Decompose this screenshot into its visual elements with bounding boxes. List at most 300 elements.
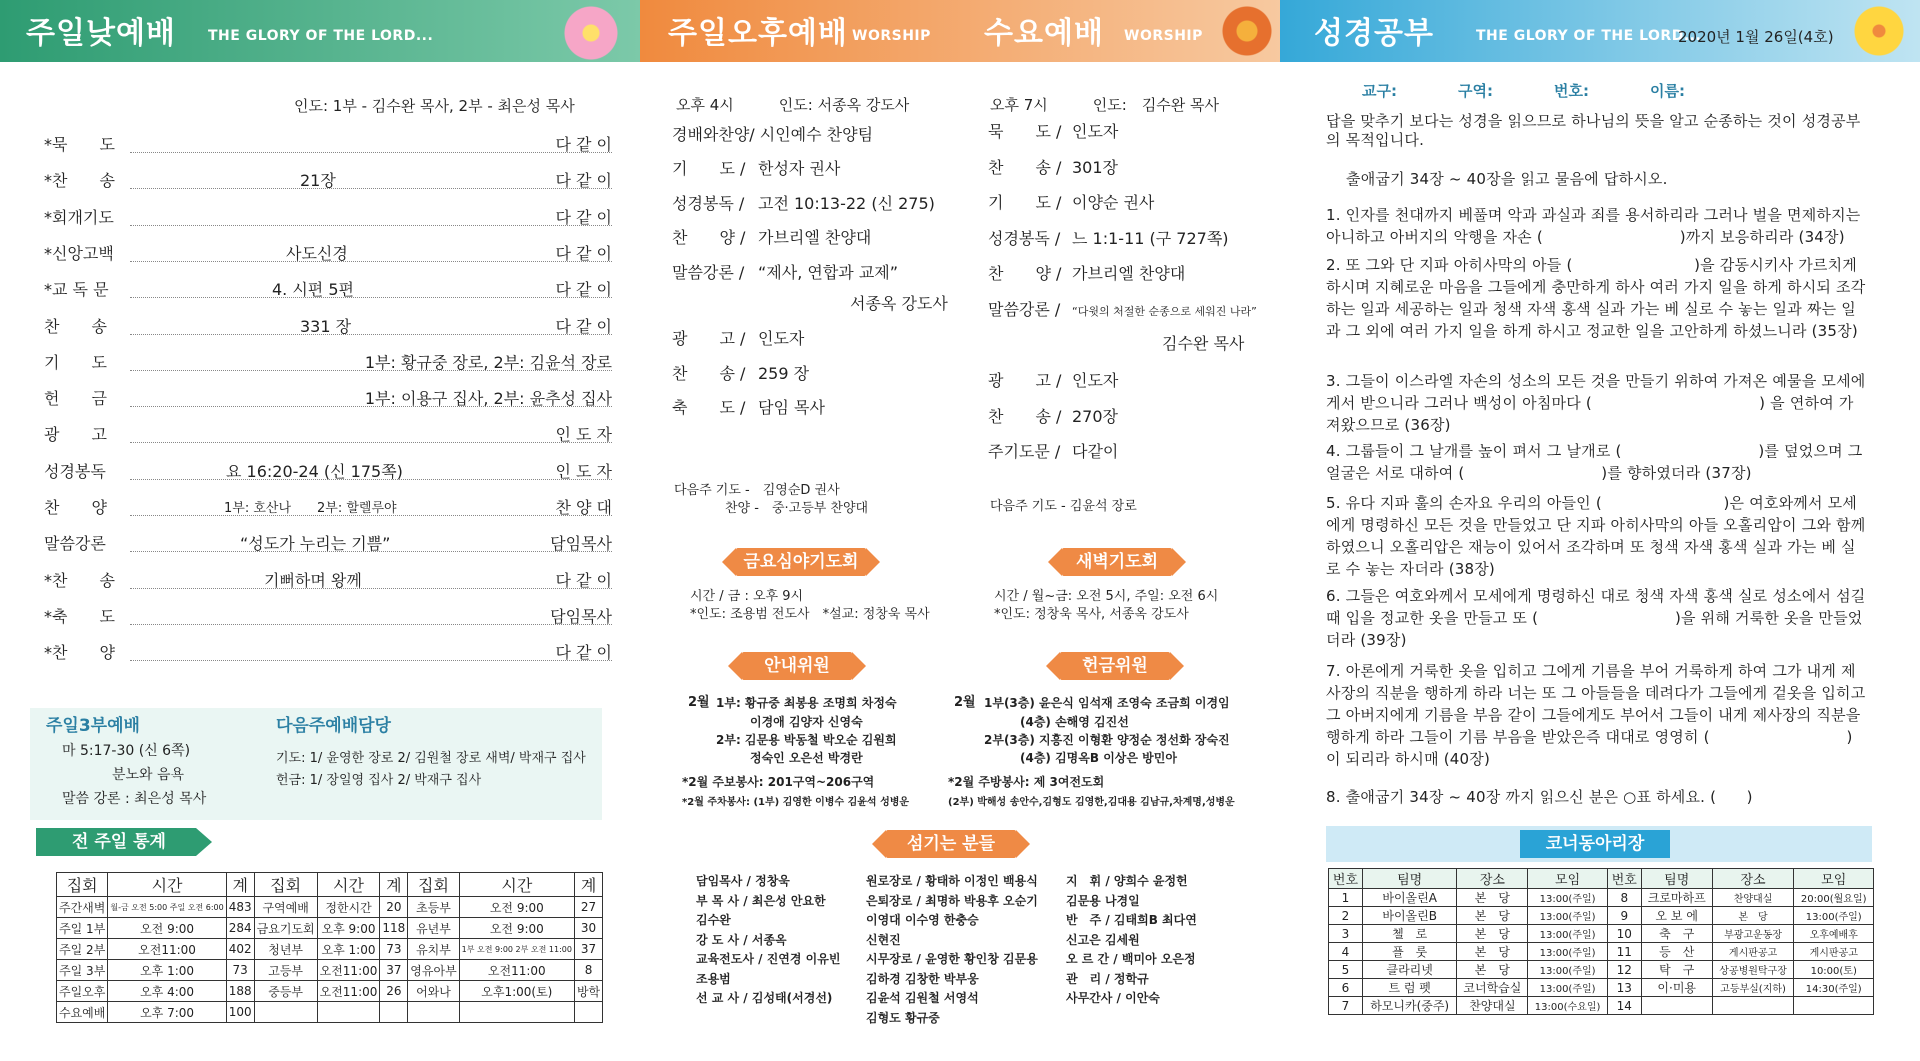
club-cell: 13:00(주일)	[1528, 979, 1608, 997]
club-cell	[1794, 997, 1874, 1015]
service-label: 묵 도 /	[988, 122, 1062, 141]
stats-cell: 118	[380, 918, 408, 939]
order-label: *찬 송	[44, 171, 115, 191]
club-cell: 14:30(주일)	[1794, 979, 1874, 997]
club-row	[1329, 925, 1874, 943]
friday-prayer-title: 금요심야기도회	[736, 548, 866, 576]
service-value: 가브리엘 찬양대	[758, 228, 872, 247]
club-row	[1329, 997, 1874, 1015]
club-title: 코너동아리장	[1520, 830, 1670, 858]
club-cell: 4	[1329, 943, 1363, 961]
stats-cell: 영유아부	[408, 960, 459, 981]
stats-cell: 방학	[574, 981, 602, 1002]
stats-cell: 수요예배	[57, 1002, 108, 1023]
stats-cell: 오전11:00	[108, 939, 226, 960]
third-service-topic: 분노와 음욕	[112, 767, 185, 783]
stats-cell: 중등부	[254, 981, 317, 1002]
dotted-rule	[130, 188, 612, 189]
question-3: 3. 그들이 이스라엘 자손의 성소의 모든 것을 만들기 위하여 가져온 예물을 모세에게서 받으니라 그러나 백성이 아침마다 ( ) 을 연하여 가져왔으므로 (36장)	[1326, 372, 1866, 434]
club-cell: 게시판공고	[1794, 943, 1874, 961]
club-cell: 바이올린B	[1362, 907, 1457, 925]
stats-cell: 오후 7:00	[108, 1002, 226, 1023]
service-value: 느 1:1-11 (구 727쪽)	[1072, 228, 1229, 248]
order-leader: 다 같 이	[555, 570, 612, 590]
stats-cell: 26	[380, 981, 408, 1002]
question-8: 8. 출애굽기 34장 ~ 40장 까지 읽으신 분은 ○표 하세요. ( )	[1326, 788, 1753, 806]
stats-cell: 고등부	[254, 960, 317, 981]
club-cell: 2	[1329, 907, 1363, 925]
service-label: 광 고 /	[672, 329, 746, 348]
header-morning	[0, 0, 640, 62]
order-content: 사도신경	[286, 243, 348, 263]
stats-row	[57, 897, 603, 918]
club-cell: 축 구	[1641, 925, 1712, 943]
dotted-rule	[130, 152, 612, 153]
dotted-rule	[130, 588, 612, 589]
stats-cell: 정한시간	[317, 897, 380, 918]
question-7: 7. 아론에게 거룩한 옷을 입히고 그에게 기름을 부어 거룩하게 하여 그가 내게 제사장의 직분을 행하게 하라 너는 또 그 아들들을 데려다가 그들에게 겉옷을 입히고 그 아버지에게 기름을 부음 같이 그들에게도 부어서 그들이 내게 제사장의 직분을 행하게 하라 그들이 기름 부음을 받았은즉 대대로 영영히 ( )이 되리라 하시매 (40장)	[1326, 662, 1866, 768]
service-value: 한성자 권사	[758, 159, 841, 178]
stats-cell: 73	[226, 960, 254, 981]
order-row	[44, 527, 612, 557]
offering-title: 헌금위원	[1060, 652, 1170, 680]
afternoon-next-choir: 찬양 - 중·고등부 찬양대	[725, 501, 869, 516]
question-2: 2. 또 그와 단 지파 아히사막의 아들 ( )을 감동시키사 가르치게 하시며 지혜로운 마음을 그들에게 충만하게 하사 여러 가지 일을 하게 하시되 조각하는 일과 세공하는 일과 청색 자색 홍색 실과 가는 베 실로 수 놓는 일과 짜는 일과 그 외에 여러 가지 일을 하게 하시고 정교한 일을 고안하게 하셨느니라 (35장)	[1326, 256, 1866, 340]
stats-cell: 오후1:00(토)	[459, 981, 574, 1002]
ushers-month: 2월	[688, 695, 710, 710]
third-service-preacher: 말씀 강론 : 최은성 목사	[62, 791, 207, 807]
club-cell: 본 당	[1712, 907, 1794, 925]
service-value: “제사, 연합과 교제”	[758, 262, 899, 282]
server-entry: 교육전도사 / 진연경 이유빈	[696, 952, 841, 966]
service-value: 270장	[1072, 406, 1118, 426]
order-label: 찬 양	[44, 498, 107, 517]
service-value: 인도자	[1072, 122, 1119, 141]
stats-header: 시간	[108, 873, 226, 897]
club-cell: 13:00(주일)	[1528, 907, 1608, 925]
stats-cell: 금요기도회	[254, 918, 317, 939]
stats-cell: 8	[574, 960, 602, 981]
stats-cell: 73	[380, 939, 408, 960]
stats-cell: 오전11:00	[459, 960, 574, 981]
order-row	[44, 636, 612, 666]
offering-line1: 1부(3층) 윤은식 임석재 조영숙 조금희 이경임	[984, 696, 1230, 710]
stats-row	[57, 1002, 603, 1023]
order-label: *교 독 문	[44, 280, 109, 300]
order-row	[44, 418, 612, 448]
club-cell: 이·미용	[1641, 979, 1712, 997]
club-row	[1329, 979, 1874, 997]
stats-header: 계	[226, 873, 254, 897]
order-row	[44, 237, 612, 267]
club-cell: 12	[1607, 961, 1641, 979]
order-content: 4. 시편 5편	[272, 280, 354, 300]
order-row	[44, 310, 612, 340]
club-cell: 본 당	[1457, 907, 1528, 925]
club-cell: 부광고운동장	[1712, 925, 1794, 943]
stats-row	[57, 939, 603, 960]
order-row	[44, 346, 612, 376]
stats-cell: 월-금 오전 5:00 주일 오전 6:00	[108, 897, 226, 918]
afternoon-next-prayer: 다음주 기도 - 김영순D 권사	[674, 483, 840, 498]
service-label: 찬 송 /	[988, 157, 1062, 177]
stats-header: 계	[574, 873, 602, 897]
club-cell: 5	[1329, 961, 1363, 979]
club-cell: 바이올린A	[1362, 889, 1457, 907]
stats-cell: 어와나	[408, 981, 459, 1002]
order-row	[44, 382, 612, 412]
friday-time: 시간 / 금 : 오후 9시	[690, 589, 804, 604]
afternoon-header: 오후 4시 인도: 서종옥 강도사	[676, 96, 910, 114]
stats-header: 집회	[254, 873, 317, 897]
stats-cell: 483	[226, 897, 254, 918]
club-row	[1329, 961, 1874, 979]
stats-cell: 37	[380, 960, 408, 981]
server-entry: 담임목사 / 정창욱	[696, 874, 790, 888]
club-header: 번호	[1329, 869, 1363, 889]
dotted-rule	[130, 225, 612, 226]
question-1: 1. 인자를 천대까지 베풀며 악과 과실과 죄를 용서하리라 그러나 벌을 면제하지는 아니하고 아버지의 악행을 자손 ( )까지 보응하리라 (34장)	[1326, 206, 1861, 246]
club-cell: 크로마하프	[1641, 889, 1712, 907]
club-cell: 본 당	[1457, 925, 1528, 943]
leaf-icon	[1220, 4, 1274, 58]
header-study	[1280, 0, 1920, 62]
order-leader: 인 도 자	[555, 425, 612, 445]
order-leader: 다 같 이	[555, 316, 612, 336]
ushers-line1: 1부: 황규중 최봉용 조명희 차정숙	[716, 696, 897, 710]
stats-cell: 오후 1:00	[317, 939, 380, 960]
service-value: 259 장	[758, 363, 810, 383]
order-row	[44, 455, 612, 485]
club-cell: 찬양대실	[1457, 997, 1528, 1015]
order-row	[44, 128, 612, 158]
dotted-rule	[130, 370, 612, 371]
club-row	[1329, 907, 1874, 925]
club-cell: 11	[1607, 943, 1641, 961]
section-title-morning: 주일낮예배	[26, 16, 176, 51]
order-row	[44, 273, 612, 303]
order-row	[44, 564, 612, 594]
study-intro: 답을 맞추기 보다는 성경을 읽으므로 하나님의 뜻을 알고 순종하는 것이 성경공부의 목적입니다.	[1326, 112, 1861, 149]
server-entry: 김윤석 김원철 서영석	[866, 991, 979, 1005]
service-label: 말씀강론 /	[988, 299, 1061, 319]
wednesday-header: 오후 7시 인도: 김수완 목사	[990, 96, 1220, 114]
friday-leaders: *인도: 조용범 전도사 *설교: 정창욱 목사	[690, 607, 930, 622]
service-label: 말씀강론 /	[672, 262, 745, 282]
club-cell: 본 당	[1457, 943, 1528, 961]
club-row	[1329, 943, 1874, 961]
order-leader: 다 같 이	[555, 135, 612, 154]
stats-cell: 주일 3부	[57, 960, 108, 981]
server-entry: 김하경 김창한 박부웅	[866, 971, 979, 986]
stats-header: 시간	[459, 873, 574, 897]
club-cell: 13:00(주일)	[1528, 925, 1608, 943]
club-cell: 10:00(토)	[1794, 961, 1874, 979]
club-cell: 클라리넷	[1362, 961, 1457, 979]
order-row	[44, 600, 612, 630]
service-label: 찬 송 /	[988, 406, 1062, 426]
order-content: 1부: 호산나 2부: 할렐루야	[224, 501, 397, 516]
stats-cell: 오전11:00	[317, 960, 380, 981]
question-5: 5. 유다 지파 훌의 손자요 우리의 아들인 ( )은 여호와께서 모세에게 명령하신 모든 것을 만들었고 단 지파 아히사막의 아들 오홀리압이 그와 함께 하였으니 오홀리압은 재능이 있어서 조각하며 또 청색 자색 홍색 실과 가는 베 실로 수 놓는 자더라 (38장)	[1326, 494, 1866, 578]
club-header: 장소	[1457, 869, 1528, 889]
stats-cell: 유치부	[408, 939, 459, 960]
flower-icon	[1852, 4, 1906, 58]
section-title-afternoon: 주일오후예배	[668, 16, 848, 51]
server-entry: 김형도 황규중	[866, 1010, 940, 1025]
service-value: 고전 10:13-22 (신 275)	[758, 193, 935, 213]
order-label: *축 도	[44, 606, 115, 626]
servers-title: 섬기는 분들	[886, 830, 1016, 858]
stats-cell: 1부 오전 9:00 2부 오전 11:00	[459, 939, 574, 960]
stats-cell: 284	[226, 918, 254, 939]
next-week-prayer: 기도: 1/ 윤영한 장로 2/ 김원철 장로 새벽/ 박재구 집사	[276, 751, 586, 766]
section-subtitle-study: THE GLORY OF THE LORD...	[1476, 28, 1702, 44]
club-cell: 1	[1329, 889, 1363, 907]
order-label: *찬 양	[44, 643, 115, 663]
offering-month: 2월	[954, 695, 976, 710]
dotted-rule	[130, 624, 612, 625]
order-leader: 다 같 이	[555, 171, 612, 191]
third-service-title: 주일3부예배	[46, 716, 140, 736]
order-label: 기 도	[44, 352, 107, 372]
service-label: 찬 송 /	[672, 363, 746, 383]
stats-cell	[380, 1002, 408, 1023]
club-cell: 3	[1329, 925, 1363, 943]
section-subtitle-morning: THE GLORY OF THE LORD...	[208, 28, 434, 44]
order-leader: 1부: 황규중 장로, 2부: 김윤석 장로	[364, 352, 612, 372]
club-cell: 오 보 에	[1641, 907, 1712, 925]
club-cell: 13:00(주일)	[1528, 889, 1608, 907]
club-cell: 플 룻	[1362, 943, 1457, 961]
server-entry: 은퇴장로 / 최명하 박용후 오순기	[866, 893, 1038, 908]
order-leader: 인 도 자	[555, 461, 612, 481]
service-value: 인도자	[1072, 371, 1119, 390]
stats-cell	[459, 1002, 574, 1023]
stats-cell: 오후 4:00	[108, 981, 226, 1002]
service-value: 인도자	[758, 329, 805, 348]
club-cell: 6	[1329, 979, 1363, 997]
club-cell: 14	[1607, 997, 1641, 1015]
service-label: 찬 양 /	[672, 228, 746, 247]
club-cell: 하모니카(중주)	[1362, 997, 1457, 1015]
question-4: 4. 그룹들이 그 날개를 높이 펴서 그 날개로 ( )를 덮었으며 그 얼굴은 서로 대하여 ( )를 향하였더라 (37장)	[1326, 442, 1863, 482]
service-value: 이양순 권사	[1072, 193, 1155, 212]
club-cell	[1641, 997, 1712, 1015]
order-leader: 다 같 이	[555, 207, 612, 227]
order-leader: 1부: 이용구 집사, 2부: 윤추성 집사	[364, 389, 612, 409]
server-entry: 이영대 이수영 한충승	[866, 913, 979, 927]
stats-table	[56, 872, 603, 1023]
club-header: 번호	[1607, 869, 1641, 889]
club-cell: 고등부실(지하)	[1712, 979, 1794, 997]
study-meta-field: 교구:	[1362, 82, 1397, 100]
server-entry: 김수완	[696, 913, 731, 927]
order-content: 331 장	[300, 316, 352, 336]
server-entry: 지 휘 / 양희수 윤정헌	[1066, 874, 1188, 888]
club-cell: 본 당	[1457, 889, 1528, 907]
club-cell: 9	[1607, 907, 1641, 925]
order-leader: 담임목사	[550, 534, 612, 554]
offering-line4: (4층) 김명옥B 이상은 방민아	[1020, 751, 1177, 765]
next-week-offering: 헌금: 1/ 장일영 집사 2/ 박재구 집사	[276, 773, 482, 788]
order-leader: 다 같 이	[555, 643, 612, 663]
order-content: 21장	[300, 171, 336, 191]
server-entry: 조용범	[696, 971, 731, 986]
stats-cell: 188	[226, 981, 254, 1002]
stats-cell: 20	[380, 897, 408, 918]
server-entry: 원로장로 / 황태하 이정인 백용식	[866, 874, 1038, 888]
dotted-rule	[130, 406, 612, 407]
stats-header: 계	[380, 873, 408, 897]
service-label: 축 도 /	[672, 398, 746, 417]
stats-cell: 30	[574, 918, 602, 939]
ushers-title: 안내위원	[742, 652, 852, 680]
study-meta-field: 구역:	[1458, 82, 1493, 100]
stats-cell: 주간새벽	[57, 897, 108, 918]
wednesday-next-prayer: 다음주 기도 - 김윤석 장로	[990, 499, 1137, 514]
bulletin-date: 2020년 1월 26일(4호)	[1678, 28, 1834, 46]
dotted-rule	[130, 297, 612, 298]
server-entry: 선 교 사 / 김성태(서경선)	[696, 991, 833, 1005]
dotted-rule	[130, 479, 612, 480]
stats-cell: 주일 1부	[57, 918, 108, 939]
club-table	[1328, 868, 1874, 1015]
service-label: 성경봉독 /	[672, 193, 745, 213]
club-cell: 8	[1607, 889, 1641, 907]
order-label: *묵 도	[44, 135, 115, 154]
order-row	[44, 491, 612, 521]
order-content: 기뻐하며 왕께	[264, 570, 362, 590]
club-cell: 본 당	[1457, 961, 1528, 979]
stats-header: 집회	[57, 873, 108, 897]
ushers-note1: *2월 주보봉사: 201구역~206구역	[682, 775, 875, 789]
club-cell: 탁 구	[1641, 961, 1712, 979]
stats-header: 집회	[408, 873, 459, 897]
stats-cell: 402	[226, 939, 254, 960]
section-title-wednesday: 수요예배	[984, 16, 1104, 51]
stats-cell: 구역예배	[254, 897, 317, 918]
dawn-prayer-title: 새벽기도회	[1062, 548, 1172, 576]
section-subtitle-wednesday: WORSHIP	[1124, 28, 1203, 44]
morning-leader: 인도: 1부 - 김수완 목사, 2부 - 최은성 목사	[294, 97, 575, 115]
study-range: 출애굽기 34장 ~ 40장을 읽고 물음에 답하시오.	[1346, 170, 1668, 188]
service-label: 기 도 /	[672, 159, 746, 178]
club-cell: 코너학습실	[1457, 979, 1528, 997]
club-header: 모임	[1528, 869, 1608, 889]
stats-row	[57, 960, 603, 981]
server-entry: 신고은 김세원	[1066, 932, 1140, 947]
third-service-scripture: 마 5:17-30 (신 6쪽)	[62, 743, 191, 759]
study-meta-field: 번호:	[1554, 82, 1589, 100]
section-title-study: 성경공부	[1314, 16, 1434, 51]
dotted-rule	[130, 442, 612, 443]
stats-cell: 유년부	[408, 918, 459, 939]
stats-cell: 오전 9:00	[459, 897, 574, 918]
stats-cell: 오전 9:00	[108, 918, 226, 939]
club-cell: 13:00(수요일)	[1528, 997, 1608, 1015]
club-cell: 찬양대실	[1712, 889, 1794, 907]
service-value: 담임 목사	[758, 398, 825, 417]
stats-cell: 청년부	[254, 939, 317, 960]
dotted-rule	[130, 261, 612, 262]
order-label: 찬 송	[44, 316, 107, 336]
club-cell: 첼 로	[1362, 925, 1457, 943]
stats-cell	[317, 1002, 380, 1023]
server-entry: 반 주 / 김태희B 최다연	[1066, 913, 1197, 927]
club-cell: 13:00(주일)	[1528, 961, 1608, 979]
ushers-line3: 2부: 김문용 박동철 박오순 김원희	[716, 733, 897, 747]
flower-icon	[564, 6, 618, 60]
club-header: 모임	[1794, 869, 1874, 889]
club-cell: 게시판공고	[1712, 943, 1794, 961]
order-content: “성도가 누리는 기쁨”	[240, 534, 391, 554]
order-label: 말씀강론	[44, 534, 106, 554]
club-cell: 13	[1607, 979, 1641, 997]
service-label: 성경봉독 /	[988, 228, 1061, 248]
service-value: 가브리엘 찬양대	[1072, 264, 1186, 283]
section-subtitle-afternoon: WORSHIP	[852, 28, 931, 44]
dotted-rule	[130, 334, 612, 335]
order-row	[44, 201, 612, 231]
stats-cell	[254, 1002, 317, 1023]
order-label: 성경봉독	[44, 461, 106, 481]
stats-cell: 오전 9:00	[459, 918, 574, 939]
order-row	[44, 164, 612, 194]
club-cell: 10	[1607, 925, 1641, 943]
server-entry: 신현진	[866, 932, 901, 947]
order-label: *찬 송	[44, 570, 115, 590]
stats-table-wrap	[56, 872, 603, 1023]
dawn-time: 시간 / 월~금: 오전 5시, 주일: 오전 6시	[994, 589, 1219, 604]
stats-row	[57, 918, 603, 939]
offering-note2: (2부) 박해성 송안수,김형도 김영한,김대용 김남규,차계명,성병운	[948, 797, 1235, 808]
header-afternoon	[640, 0, 1280, 62]
stats-cell: 주일 2부	[57, 939, 108, 960]
dotted-rule	[130, 515, 612, 516]
ushers-line2: 이경애 김양자 신영숙	[750, 715, 863, 729]
club-header: 장소	[1712, 869, 1794, 889]
stats-cell: 오후 1:00	[108, 960, 226, 981]
server-entry: 강 도 사 / 서종옥	[696, 932, 787, 947]
service-label: 기 도 /	[988, 193, 1062, 212]
offering-line3: 2부(3층) 지흥진 이형환 양정순 정선화 장숙진	[984, 733, 1230, 747]
club-header: 팀명	[1641, 869, 1712, 889]
dotted-rule	[130, 660, 612, 661]
club-cell: 13:00(주일)	[1794, 907, 1874, 925]
club-cell: 7	[1329, 997, 1363, 1015]
afternoon-choir: 경배와찬양/ 시인예수 찬양팀	[672, 125, 874, 144]
order-leader: 담임목사	[550, 606, 612, 626]
server-entry: 부 목 사 / 최은성 안요한	[696, 893, 826, 908]
order-label: 헌 금	[44, 389, 107, 409]
service-label: 광 고 /	[988, 371, 1062, 390]
server-entry: 김문용 나경일	[1066, 893, 1140, 908]
question-6: 6. 그들은 여호와께서 모세에게 명령하신 대로 청색 자색 홍색 실로 성소에서 섬길 때 입을 정교한 옷을 만들고 또 ( )을 위해 거룩한 옷을 만들었더라 (39장)	[1326, 587, 1866, 649]
stats-cell: 오전11:00	[317, 981, 380, 1002]
service-value: 다같이	[1072, 442, 1119, 461]
dotted-rule	[130, 551, 612, 552]
stats-cell: 100	[226, 1002, 254, 1023]
order-leader: 찬 양 대	[555, 498, 612, 517]
stats-cell: 초등부	[408, 897, 459, 918]
offering-note1: *2월 주방봉사: 제 3여전도회	[948, 775, 1105, 789]
stats-row	[57, 981, 603, 1002]
service-label: 주기도문 /	[988, 442, 1061, 461]
server-entry: 오 르 간 / 백미아 오은정	[1066, 952, 1196, 966]
service-label: 찬 양 /	[988, 264, 1062, 283]
club-cell: 오후예배후	[1794, 925, 1874, 943]
